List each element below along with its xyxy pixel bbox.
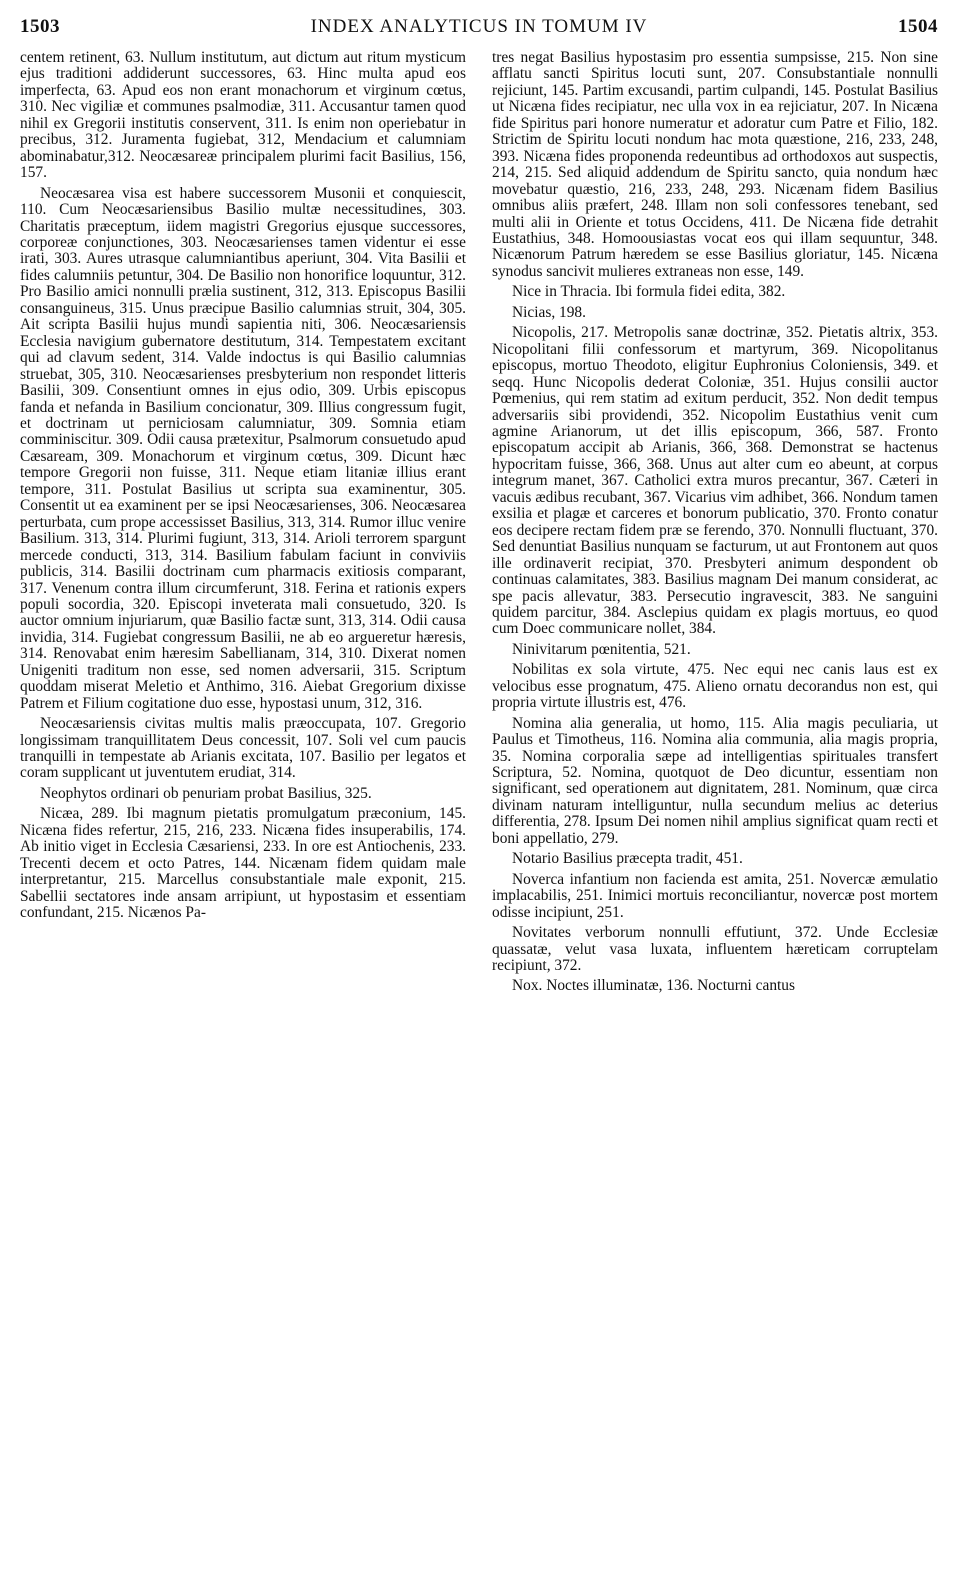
index-entry: Neophytos ordinari ob penuriam probat Basilius, 325. [40, 784, 372, 802]
index-entry: tres negat Basilius hypostasim pro essentia sumpsisse, 215. Non sine afflatu sancti Spiritus locuti sunt, 207. Consubstantiale nonnulli rejiciunt, 145. Partim excusandi, partim culpandi, 145. Postulat Basilius ut Nicæna fides recipiatur, nec ulla vox in ea rejiciatur, 207. In Nicæna fide Spiritus pari honore numeratur et adoratur cum Patre et Filio, 182. Strictim de Spiritu locuti nondum hac mota quæstione, 216, 233, 248, 393. Nicæna fides proponenda redeuntibus ad orthodoxos aut suspectis, 214, 215. Sed aliquid addendum de Spiritu sancto, quia nondum hæc movebatur quæstio, 216, 233, 248, 293. Nicænam fidem Basilius omnibus aliis præfert, 248. Illam non soli confessores tenebant, sed multi alii in Oriente et totus Occidens, 411. De Nicæna fide detrahit Eustathius, 348. Homoousiastas vocat eos qui illam sequuntur, 348. Nicænorum Patrum hæredem se esse Basilius gloriatur, 145. Nicæna synodus sancivit mulieres extraneas non esse, 149. [492, 50, 938, 280]
index-entry: Nicæa, 289. Ibi magnum pietatis promulgatum præconium, 145. Nicæna fides refertur, 215, 216, 233. Nicæna fides insuperabilis, 174. Ab initio viget in Ecclesia Cæsariensi, 233. In ore est Antiochenis, 233. Trecenti decem et octo Patres, 144. Nicænam fidem quidam male interpretantur, 215. Marcellus consubstantiale male exponit, 215. Sabellii sectatores inde ansam arripiunt, ut hypostasim et essentiam confundant, 215. Nicænos Pa- [20, 805, 466, 922]
index-entry: Novitates verborum nonnulli effutiunt, 372. Unde Ecclesiæ quassatæ, velut vasa luxata, influentem hæreticam corruptelam recipiunt, 372. [492, 924, 938, 975]
index-entry: Nomina alia generalia, ut homo, 115. Alia magis peculiaria, ut Paulus et Timotheus, 116. Nomina alia communia, alia magis propria, 35. Nomina corporalia sæpe ad intelligentias spirituales transfert Scriptura, 52. Nomina, quotquot de Deo dicuntur, essentiam non significant, sed operationem aut dignitatem, 281. Nominum, quæ circa divinam naturam intelliguntur, nulla secundum melius ac deterius differentia, 278. Ipsum Dei nomen nihil amplius significat quam recti et boni appellatio, 279. [492, 714, 938, 847]
index-entry: Nice in Thracia. Ibi formula fidei edita, 382. [512, 283, 786, 301]
index-entry: Nobilitas ex sola virtute, 475. Nec equi nec canis laus est ex velocibus esse prognatum, 475. Alieno ornatu decorandus non est, qui propria virtute illustris est, 476. [492, 661, 938, 712]
running-title: INDEX ANALYTICUS IN TOMUM IV [310, 16, 648, 37]
index-entry: centem retinent, 63. Nullum institutum, aut dictum aut ritum mysticum ejus traditioni addiderunt successores, 63. Hinc multa apud eos imperfecta, 63. Apud eos non erant monachorum et virginum cœtus, 310. Nec vigiliæ et communes psalmodiæ, 311. Accusantur tamen quod nihil ex Gregorii institutis conservent, 311. Is enim non operiebatur in precibus, 312. Juramenta fugiebat, 312, Mendacium et calumniam abominabatur,312. Neocæsareæ principalem plurimi facit Basilius, 156, 157. [20, 50, 466, 182]
index-entry: Neocæsarea visa est habere successorem Musonii et conquiescit, 110. Cum Neocæsariensibus Basilio multæ necessitudines, 303. Charitatis præceptum, iidem magistri Gregorius ejusque successores, corporeæ conjunctiones, 303. Neocæsarienses tamen videntur ei esse irati, 303. Aures utrasque calumniantibus aperiunt, 304. Vita Basilii et fides calumniis petuntur, 304. De Basilio non honorifice loquuntur, 312. Pro Basilio amici nonnulli prælia sustinent, 312, 313. Episcopus Basilii consanguineus, 315. Unus præcipue Basilio calumnias struit, 304, 305. Ait scripta Basilii hujus mundi sapientia niti, 306. Neocæsariensis Ecclesia navigium gubernatore destitutum, 314. Tempestatem excitant qui ad clavum sedent, 314. Valde indoctus is qui Basilio calumnias struebat, 305, 310. Neocæsarienses presbyterium non respondet litteris Basilii, 309. Consentiunt omnes in ejus odio, 309. Urbis episcopus fanda et nefanda in Basilium concionatur, 309. Illius congressum fugit, et doctrinam ut perniciosam calumniatur, 309. Somnia etiam comminiscitur. 309. Odii causa prætexitur, Psalmorum consuetudo apud Cæsaream, 309. Monachorum et virginum cœtus, 309. Dicunt hæc tempore Gregorii non fuisse, 311. Neque etiam litaniæ illius erant tempore, 311. Postulat Basilius ut scripta sua examinentur, 305. Consentit ut ea examinent per se ipsi Neocæsarienses, 306. Neocæsarea perturbata, cum prope accessisset Basilius, 313, 314. Rumor illuc venire Basilium. 313, 314. Plurimi fugiunt, 313, 314. Arioli terrorem spargunt mercede conducti, 313, 314. Basilium fabulam faciunt in conviviis publicis, 314. Basilii doctrinam cum pharmacis exitiosis comparant, 317. Venenum contra illum circumferunt, 318. Ferina et rationis expers populi socordia, 320. Episcopi inveterata mali consuetudo, 320. Is auctor omnium injuriarum, quæ Basilio factæ sunt, 313, 314. Odii causa invidia, 314. Fugiebat congressum Basilii, ne ab eo argueretur hæresis, 314. Renovabat enim hæresim Sabellianam, 314, 310. Dixerat nomen Unigeniti traditum non esse, sed nomen adversarii, 315. Scriptum quoddam miserat Meletio et Anthimo, 316. Aiebat Gregorium dixisse Patrem et Filium cogitatione duo esse, hypostasi unum, 312, 316. [20, 184, 466, 712]
left-column [20, 50, 466, 1586]
index-entry: Nicias, 198. [512, 303, 586, 321]
right-page-number: 1504 [898, 16, 938, 37]
index-entry: Noverca infantium non facienda est amita, 251. Novercæ æmulatio implacabilis, 251. Inimici mortuis reconciliantur, novercæ post mortem odisse incipiunt, 251. [492, 870, 938, 921]
index-entry: Ninivitarum pœnitentia, 521. [512, 640, 691, 658]
left-page-number: 1503 [20, 16, 60, 37]
index-entry: Nicopolis, 217. Metropolis sanæ doctrinæ, 352. Pietatis altrix, 353. Nicopolitani filii confessorum et martyrum, 369. Nicopolitanus episcopus, mortuo Theodoto, eligitur Euphronius Coloniensis, 349. et seqq. Hunc Nicopolis dederat Coloniæ, 351. Hujus consilii auctor Pœmenius, qui rem statim ad exitum perducit, 352. Non dedit tempus adversariis sibi providendi, 352. Nicopolim Eustathius venit cum agmine Arianorum, ut det illis episcopum, 366, 587. Fronto episcopatum accipit ab Arianis, 366, 368. Demonstrat se hactenus hypocritam fuisse, 366, 368. Unus aut alter cum eo abeunt, at corpus integrum manet, 367. Catholici extra muros precantur, 367. Cæteri in vacuis ædibus recubant, 367. Vicarius vim adhibet, 366. Nondum tamen exsilia et plagæ et carceres et bonorum publicatio, 370. Fronto conatur eos decipere rectam fidem præ se ferendo, 370. Nonnulli fluctuant, 370. Sed denuntiat Basilius nunquam se facturum, ut aut Frontonem aut quos ille ordinaverit recipiat, 370. Presbyteri animum despondent ob continuas calamitates, 383. Basilius magnam Dei manum considerat, ac spe pacis allevatur, 383. Persecutio ingravescit, 383. Ne sanguini quidem parcitur, 384. Asclepius quidam ex plagis mortuus, eo quod cum Doec communicare nollet, 384. [492, 324, 938, 638]
right-column [492, 50, 938, 1586]
index-entry: Nox. Noctes illuminatæ, 136. Nocturni cantus [512, 977, 795, 995]
index-columns [20, 50, 938, 1586]
index-entry: Notario Basilius præcepta tradit, 451. [512, 850, 743, 868]
page-header [20, 16, 938, 42]
index-entry: Neocæsariensis civitas multis malis præoccupata, 107. Gregorio longissimam tranquillitatem Deus concessit, 107. Soli vel cum paucis tranquilli in tempestate ab Arianis excitata, 107. Basilio per legatos et coram supplicant ut juventutem erudiat, 314. [20, 715, 466, 782]
